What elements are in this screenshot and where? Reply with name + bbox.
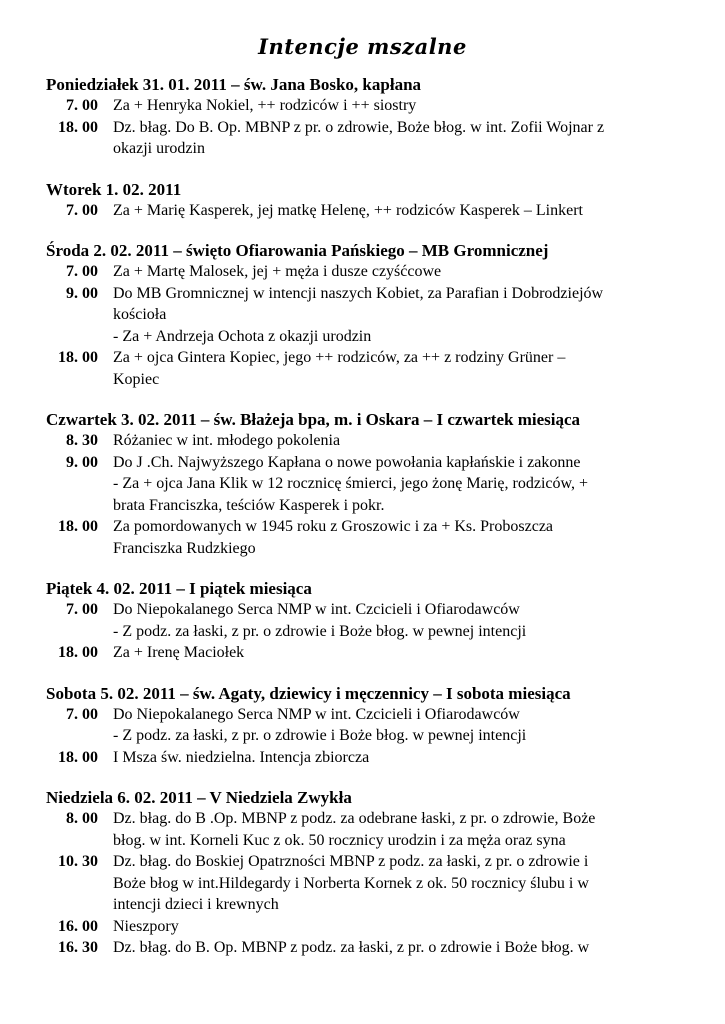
intention-line: brata Franciszka, teściów Kasperek i pokr. (113, 496, 385, 514)
mass-time: 7. 00 (66, 601, 98, 618)
mass-entry (46, 747, 686, 769)
intention-text (113, 599, 686, 642)
intention-text (113, 283, 686, 348)
intention-line: Za + ojca Gintera Kopiec, jego ++ rodziców, za ++ z rodziny Grüner – (113, 349, 566, 366)
intention-line: Franciszka Rudzkiego (113, 539, 256, 557)
intention-line: Za + Marię Kasperek, jej matkę Helenę, ++ rodziców Kasperek – Linkert (113, 201, 583, 219)
mass-time: 7. 00 (66, 97, 98, 114)
mass-time: 18. 00 (58, 349, 98, 366)
intention-line: Dz. błag. Do B. Op. MBNP z pr. o zdrowie, Boże błog. w int. Zofii Wojnar z (113, 118, 605, 136)
day-section (46, 179, 686, 222)
intention-line: Kopiec (113, 370, 160, 388)
intention-line: Za pomordowanych w 1945 roku z Groszowic i za + Ks. Proboszcza (113, 518, 554, 535)
intention-text (113, 704, 686, 747)
mass-entry (46, 937, 686, 959)
mass-time: 8. 00 (66, 810, 98, 827)
page-title: Intencje mszalne (258, 34, 467, 59)
intention-line: Za + Henryka Nokiel, ++ rodziców i ++ siostry (113, 97, 417, 114)
intention-line: Za + Irenę Maciołek (113, 644, 245, 661)
intention-line: Do J .Ch. Najwyższego Kapłana o nowe powołania kapłańskie i zakonne (113, 453, 581, 471)
mass-entry (46, 808, 686, 851)
intention-line: Dz. błag. do Boskiej Opatrzności MBNP z podz. za łaski, z pr. o zdrowie i (113, 853, 589, 870)
intention-text (113, 642, 686, 664)
intention-text (113, 452, 686, 517)
intention-line: Za + Martę Malosek, jej + męża i dusze czyśćcowe (113, 263, 442, 280)
mass-time: 18. 00 (58, 748, 98, 766)
day-header: Wtorek 1. 02. 2011 (46, 179, 182, 199)
mass-entry (46, 261, 686, 283)
mass-time: 7. 00 (66, 263, 98, 280)
intention-line: błog. w int. Korneli Kuc z ok. 50 rocznicy urodzin i za męża oraz syna (113, 831, 566, 849)
intention-text (113, 916, 686, 938)
day-section (46, 409, 686, 559)
intention-line: - Z podz. za łaski, z pr. o zdrowie i Boże błog. w pewnej intencji (113, 622, 527, 640)
mass-time: 16. 00 (58, 917, 98, 935)
intention-line: Różaniec w int. młodego pokolenia (113, 432, 341, 449)
day-header: Poniedziałek 31. 01. 2011 – św. Jana Bosko, kapłana (46, 75, 422, 94)
intention-line: I Msza św. niedzielna. Intencja zbiorcza (113, 748, 370, 766)
intention-line: intencji dzieci i krewnych (113, 896, 279, 913)
day-section (46, 787, 686, 959)
day-header: Piątek 4. 02. 2011 – I piątek miesiąca (46, 579, 312, 598)
intention-text (113, 200, 686, 222)
mass-time: 9. 00 (66, 453, 98, 471)
day-header: Niedziela 6. 02. 2011 – V Niedziela Zwykła (46, 788, 352, 807)
intention-line: kościoła (113, 306, 167, 323)
day-header: Czwartek 3. 02. 2011 – św. Błażeja bpa, m. i Oskara – I czwartek miesiąca (46, 410, 581, 429)
mass-time: 9. 00 (66, 284, 98, 302)
intention-line: Dz. błag. do B. Op. MBNP z podz. za łaski, z pr. o zdrowie i Boże błog. w (113, 939, 590, 956)
mass-entry (46, 516, 686, 559)
intention-text (113, 117, 686, 160)
intention-line: Do MB Gromnicznej w intencji naszych Kobiet, za Parafian i Dobrodziejów (113, 284, 604, 302)
mass-entry (46, 95, 686, 117)
intention-text (113, 430, 686, 452)
day-header: Sobota 5. 02. 2011 – św. Agaty, dziewicy i męczennicy – I sobota miesiąca (46, 683, 571, 703)
mass-time: 16. 30 (58, 939, 98, 956)
mass-entry (46, 200, 686, 222)
intention-line: - Za + ojca Jana Klik w 12 rocznicę śmierci, jego żonę Marię, rodziców, + (113, 475, 589, 492)
mass-entry (46, 452, 686, 517)
mass-entry (46, 851, 686, 916)
intention-line: Nieszpory (113, 917, 179, 935)
mass-entry (46, 916, 686, 938)
day-section (46, 240, 686, 390)
intention-line: - Za + Andrzeja Ochota z okazji urodzin (113, 327, 372, 345)
intention-text (113, 851, 686, 916)
mass-entry (46, 117, 686, 160)
mass-time: 18. 00 (58, 118, 98, 136)
intention-text (113, 937, 686, 959)
intention-line: okazji urodzin (113, 140, 205, 157)
day-section (46, 578, 686, 664)
mass-time: 18. 00 (58, 644, 98, 661)
intention-text (113, 95, 686, 117)
mass-time: 7. 00 (66, 201, 98, 219)
intention-text (113, 261, 686, 283)
mass-entry (46, 283, 686, 348)
intention-line: Boże błog w int.Hildegardy i Norberta Kornek z ok. 50 rocznicy ślubu i w (113, 874, 589, 892)
intention-text (113, 347, 686, 390)
mass-time: 7. 00 (66, 705, 98, 723)
mass-time: 8. 30 (66, 432, 98, 449)
mass-entry (46, 347, 686, 390)
day-section (46, 74, 686, 160)
intention-text (113, 516, 686, 559)
intention-text (113, 747, 686, 769)
mass-entry (46, 642, 686, 664)
day-section (46, 683, 686, 769)
mass-entry (46, 599, 686, 642)
intention-line: Do Niepokalanego Serca NMP w int. Czcicieli i Ofiarodawców (113, 601, 520, 618)
mass-entry (46, 704, 686, 747)
mass-time: 18. 00 (58, 518, 98, 535)
schedule (46, 74, 686, 978)
mass-time: 10. 30 (58, 853, 98, 870)
intention-line: Do Niepokalanego Serca NMP w int. Czcicieli i Ofiarodawców (113, 705, 520, 723)
intention-line: - Z podz. za łaski, z pr. o zdrowie i Boże błog. w pewnej intencji (113, 727, 527, 744)
intention-text (113, 808, 686, 851)
intention-line: Dz. błag. do B .Op. MBNP z podz. za odebrane łaski, z pr. o zdrowie, Boże (113, 810, 596, 827)
mass-entry (46, 430, 686, 452)
day-header: Środa 2. 02. 2011 – święto Ofiarowania Pańskiego – MB Gromnicznej (46, 241, 549, 260)
